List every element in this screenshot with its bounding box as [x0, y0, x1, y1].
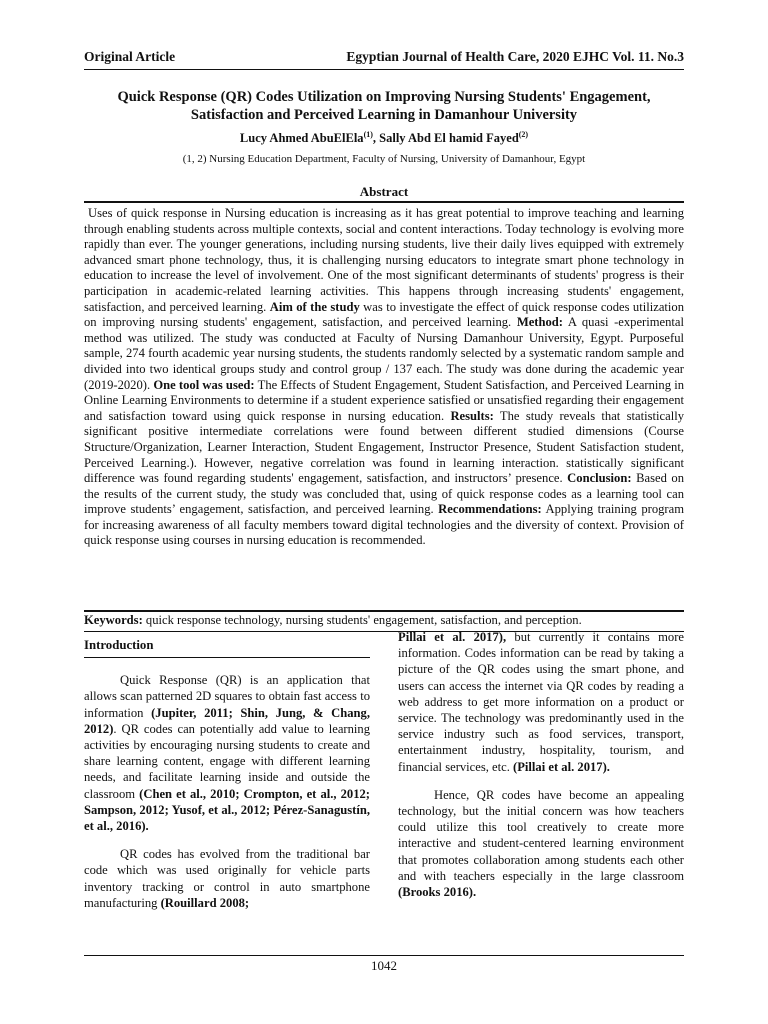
- conclusion-label: Conclusion:: [567, 471, 632, 486]
- results-label: Results:: [450, 408, 494, 423]
- affiliation: (1, 2) Nursing Education Department, Faculty of Nursing, University of Damanhour, Egypt: [182, 153, 586, 165]
- right-column: [398, 629, 684, 900]
- aim-label: Aim of the study: [269, 299, 360, 314]
- abstract-body: [84, 206, 684, 549]
- abstract-intro: Uses of quick response in Nursing education is increasing as it has great potential to improve teaching and learning through enabling students across multiple contexts, social and content interactions. Today technology is evolving more rapidly than ever. The younger generations, including nursing students, live their daily lives equipped with extremely advanced smart phone technology, thus, it is challenging nursing educators to integrate smart phone technology in education to increase the level of involvement. One of the most significant determinants of students' progress is their participation in academic-related learning activities. This happens through increasing students' engagement, satisfaction, and perceived learning.: [84, 206, 684, 314]
- intro-p2-text: QR codes has evolved from the traditional bar code which was used originally for vehicle parts inventory tracking or control in auto smartphone manufacturing: [84, 847, 370, 910]
- intro-p1-text: Quick Response (QR) is an application that allows scan patterned 2D squares to obtain fast access to information: [84, 673, 370, 720]
- author-2-marker: (2): [518, 130, 529, 139]
- intro-p1-text-2: . QR codes can potentially add value to learning activities by encouraging nursing students to create and share learning content, engage with different learning needs, and facilitate learning inside and outside the classroom: [84, 721, 370, 801]
- abstract-bottom-rule: [84, 610, 684, 612]
- keywords-text: quick response technology, nursing students' engagement, satisfaction, and perception.: [142, 613, 582, 627]
- author-separator: ,: [372, 131, 380, 146]
- title-line-2: Satisfaction and Perceived Learning in Damanhour University: [190, 107, 578, 123]
- author-list: [60, 130, 708, 146]
- left-column: [84, 636, 370, 911]
- intro-paragraph-3: [398, 787, 684, 900]
- keywords: [84, 613, 684, 628]
- journal-citation: Egyptian Journal of Health Care, 2020 EJHC Vol. 11. No.3: [346, 49, 684, 64]
- running-header: [84, 49, 684, 65]
- intro-paragraph-2: [84, 846, 370, 911]
- method-label: Method:: [516, 315, 563, 330]
- keywords-label: Keywords:: [84, 613, 143, 627]
- recommendations-label: Recommendations:: [438, 502, 542, 517]
- article-type: Original Article: [84, 49, 176, 64]
- intro-r1-text: but currently it contains more information. Codes information can be read by taking a picture of the QR codes using the smart phone, and users can access the internet via QR codes by reading a web address to get more information on a product or service. The technology was predominantly used in the service industry such as food services, transport, entertainment industry, hospitality, tourism, and financial services, etc.: [398, 630, 684, 774]
- citation: (Jupiter, 2011; Shin, Jung, & Chang, 2012): [84, 705, 371, 736]
- intro-paragraph-2-continued: [398, 629, 684, 775]
- method-text: A quasi -experimental method was utilized. The study was conducted at Faculty of Nursing Damanhour University, Egypt. Purposeful sample, 274 fourth academic year nursing students, the students randomly selected by a systematic random sample and divided into two identical groups study and control group / 137 each. The study was done during the academic year (2019-2020).: [84, 315, 684, 392]
- header-divider: [84, 69, 684, 70]
- tool-text: The Effects of Student Engagement, Student Satisfaction, and Perceived Learning in Online Learning Environments to determine if a student experience satisfied or unsatisfied regarding their engagement and satisfaction toward using quick response in nursing education.: [84, 377, 685, 423]
- results-text: The study reveals that statistically significant positive intermediate correlations were found between different studied dimensions (Course Structure/Organization, Learner Interaction, Student Engagement, Instructor Presence, Student Satisfaction student, Perceived Learning.). However, negative correlation was found in learning interaction. statistically significant difference was found regarding students' engagement, satisfaction, and instructors’ presence.: [84, 408, 684, 486]
- author-2: Sally Abd El hamid Fayed: [379, 131, 519, 146]
- intro-r2-text: Hence, QR codes have become an appealing technology, but the initial concern was how teachers could utilize this tool creatively to create more interactive and student-centered learning environment that promotes collaboration among students each other and with teachers especially in the large classroom: [398, 787, 684, 883]
- aim-text: was to investigate the effect of quick response codes utilization on improving nursing students' engagement, satisfaction, and perceived learning.: [84, 299, 684, 330]
- citation: (Brooks 2016).: [398, 885, 477, 900]
- citation: (Rouillard 2008;: [160, 895, 250, 910]
- spacer: [84, 658, 370, 672]
- tool-label: One tool was used:: [153, 377, 255, 392]
- author-1-marker: (1): [363, 130, 373, 139]
- citation: (Chen et al., 2010; Crompton, et al., 2012; Sampson, 2012; Yusof, et al., 2012; Pérez-Sanagustín, et al., 2016).: [84, 786, 370, 834]
- spacer: [84, 834, 370, 846]
- abstract-heading: Abstract: [359, 184, 409, 199]
- title-line-1: Quick Response (QR) Codes Utilization on Improving Nursing Students' Engagement,: [117, 89, 651, 105]
- intro-paragraph-1: [84, 672, 370, 834]
- author-1: Lucy Ahmed AbuElEla: [239, 131, 364, 146]
- paper-title: [60, 88, 708, 124]
- footer-rule: [84, 955, 684, 956]
- page-number: 1042: [371, 958, 397, 973]
- abstract-top-rule: [84, 201, 684, 203]
- spacer: [398, 775, 684, 787]
- citation: Pillai et al. 2017),: [398, 630, 507, 644]
- citation: (Pillai et al. 2017).: [513, 759, 610, 774]
- introduction-heading: Introduction: [84, 636, 370, 658]
- recommendations-text: Applying training program for increasing awareness of all faculty members toward digital technologies and the diversity of context. Provision of quick response using courses in nursing education is recommended.: [84, 502, 684, 548]
- conclusion-text: Based on the results of the current study, the study was concluded that, using of quick response codes as a learning tool can improve students’ engagement, satisfaction, and perceived learning.: [84, 471, 684, 517]
